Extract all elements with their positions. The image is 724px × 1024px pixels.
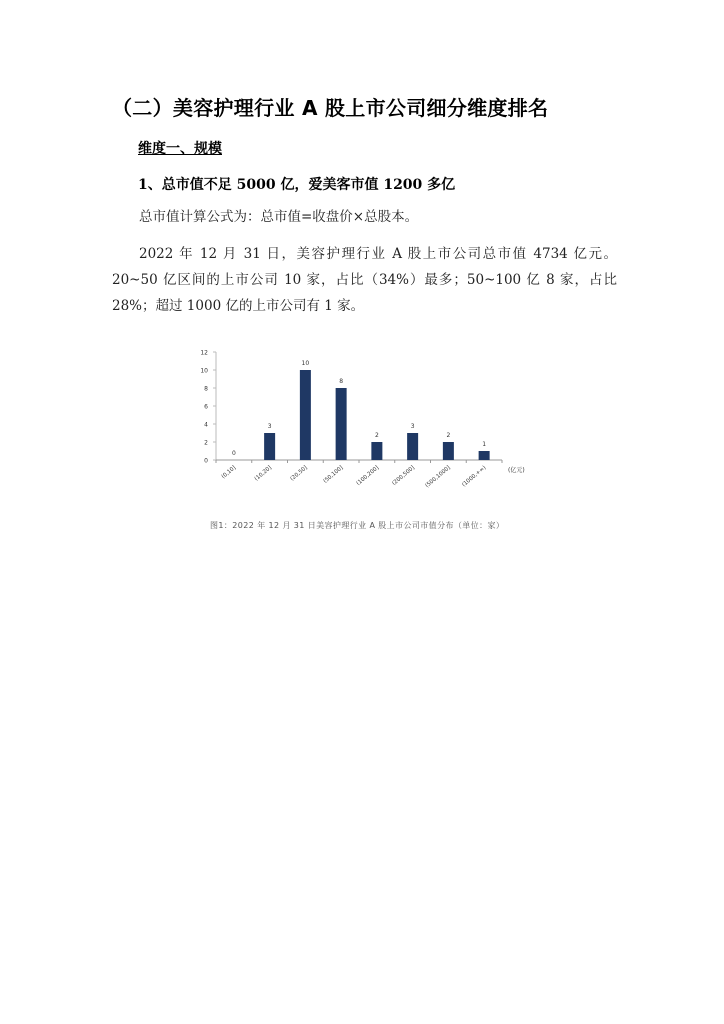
y-tick-label: 2 (204, 439, 208, 447)
paragraph-formula: 总市值计算公式为：总市值=收盘价×总股本。 (139, 209, 419, 225)
bar (407, 433, 418, 460)
y-tick-label: 6 (204, 403, 208, 411)
bar (479, 451, 490, 460)
bar (264, 433, 275, 460)
x-tick-label: (100,200] (355, 464, 381, 487)
y-tick-label: 8 (204, 385, 208, 393)
y-tick-label: 10 (200, 367, 208, 375)
dimension-subheading: 维度一、规模 (138, 141, 222, 157)
section-title: （二）美容护理行业 A 股上市公司细分维度排名 (112, 96, 549, 120)
data-label: 10 (301, 360, 310, 367)
y-tick-label: 4 (204, 421, 208, 429)
x-tick-label: (500,1000] (424, 464, 452, 490)
paragraph-summary: 2022 年 12 月 31 日，美容护理行业 A 股上市公司总市值 4734 亿元。20~50 亿区间的上市公司 10 家，占比（34%）最多；50~100 亿 8 家，占比 28%；超过 1000 亿的上市公司有 1 家。 (112, 246, 617, 314)
x-tick-label: (1000,+∞) (461, 464, 488, 489)
bar (443, 442, 454, 460)
x-tick-label: (200,500] (391, 464, 416, 487)
data-label: 3 (267, 423, 272, 430)
chart-svg (190, 343, 550, 503)
data-label: 1 (482, 441, 487, 448)
y-tick-label: 12 (200, 349, 208, 357)
data-label: 2 (374, 432, 379, 439)
x-tick-label: (50,100] (322, 464, 345, 485)
bar (371, 442, 382, 460)
figure-caption: 图1：2022 年 12 月 31 日美容护理行业 A 股上市公司市值分布（单位：家） (210, 521, 505, 530)
x-tick-label: (20,50] (289, 464, 309, 483)
data-label: 0 (231, 450, 236, 457)
market-cap-chart (190, 343, 550, 503)
data-label: 2 (446, 432, 451, 439)
bar (336, 388, 347, 460)
bar (300, 370, 311, 460)
point-heading: 1、总市值不足 5000 亿，爱美客市值 1200 多亿 (138, 177, 456, 193)
unit-label: (亿元) (508, 467, 525, 474)
x-tick-label: (10,20] (253, 464, 273, 483)
data-label: 3 (410, 423, 415, 430)
y-tick-label: 0 (204, 457, 208, 465)
x-tick-label: (0,10] (220, 464, 238, 481)
data-label: 8 (339, 378, 344, 385)
